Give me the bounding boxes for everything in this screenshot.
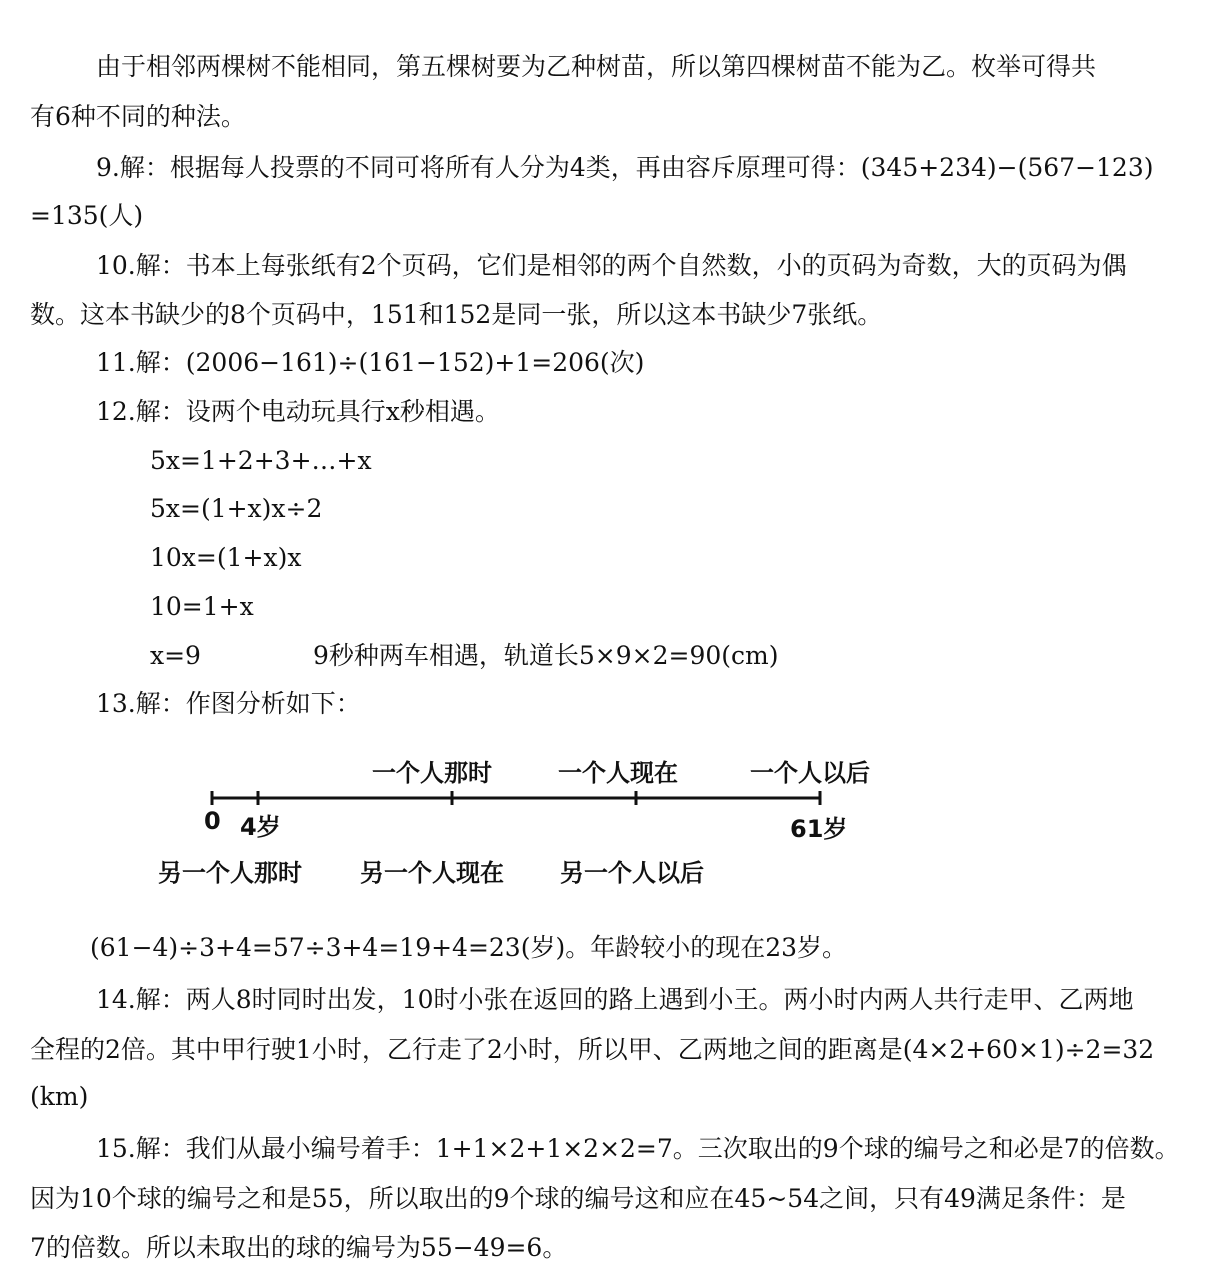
tick-label-four: 4岁: [240, 813, 281, 841]
text-line: 有6种不同的种法。: [30, 102, 246, 131]
text-line: 10.解：书本上每张纸有2个页码，它们是相邻的两个自然数，小的页码为奇数，大的页码为偶: [96, 251, 1127, 280]
text-line: 15.解：我们从最小编号着手：1+1×2+1×2×2=7。三次取出的9个球的编号之和必是7的倍数。: [96, 1134, 1180, 1163]
tick-label-zero: 0: [204, 807, 221, 835]
equation-line: 5x=(1+x)x÷2: [150, 494, 323, 523]
text-line: 因为10个球的编号之和是55，所以取出的9个球的编号这和应在45~54之间，只有49满足条件：是: [30, 1184, 1126, 1213]
text-line: 14.解：两人8时同时出发，10时小张在返回的路上遇到小王。两小时内两人共行走甲、乙两地: [96, 985, 1134, 1014]
text-line: 12.解：设两个电动玩具行x秒相遇。: [96, 397, 500, 426]
text-line: (61−4)÷3+4=57÷3+4=19+4=23(岁)。年龄较小的现在23岁。: [90, 933, 848, 962]
top-label: 一个人现在: [558, 759, 678, 787]
text-line: (km): [30, 1082, 89, 1111]
text-line: 全程的2倍。其中甲行驶1小时，乙行走了2小时，所以甲、乙两地之间的距离是(4×2+60×1)÷2=32: [30, 1035, 1155, 1064]
bottom-label: 另一个人那时: [158, 859, 302, 887]
text-line: 9.解：根据每人投票的不同可将所有人分为4类，再由容斥原理可得：(345+234)−(567−123): [96, 153, 1154, 182]
text-line: 13.解：作图分析如下：: [96, 689, 361, 718]
top-label: 一个人那时: [372, 759, 492, 787]
tick-label-end: 61岁: [790, 815, 848, 843]
text-line: 7的倍数。所以未取出的球的编号为55−49=6。: [30, 1233, 568, 1262]
bottom-label: 另一个人现在: [360, 859, 504, 887]
equation-line: 10x=(1+x)x: [150, 543, 302, 572]
text-line: 数。这本书缺少的8个页码中，151和152是同一张，所以这本书缺少7张纸。: [30, 300, 883, 329]
equation-line: x=9: [150, 641, 201, 670]
equation-line: 10=1+x: [150, 592, 254, 621]
text-line: 由于相邻两棵树不能相同，第五棵树要为乙种树苗，所以第四棵树苗不能为乙。枚举可得共: [96, 52, 1097, 81]
text-line: 9秒种两车相遇，轨道长5×9×2=90(cm): [313, 641, 779, 670]
bottom-label: 另一个人以后: [560, 859, 704, 887]
age-line-diagram: [150, 745, 910, 895]
text-line: 11.解：(2006−161)÷(161−152)+1=206(次): [96, 348, 645, 377]
equation-line: 5x=1+2+3+…+x: [150, 446, 372, 475]
top-label: 一个人以后: [750, 759, 870, 787]
text-line: =135(人): [30, 201, 144, 230]
